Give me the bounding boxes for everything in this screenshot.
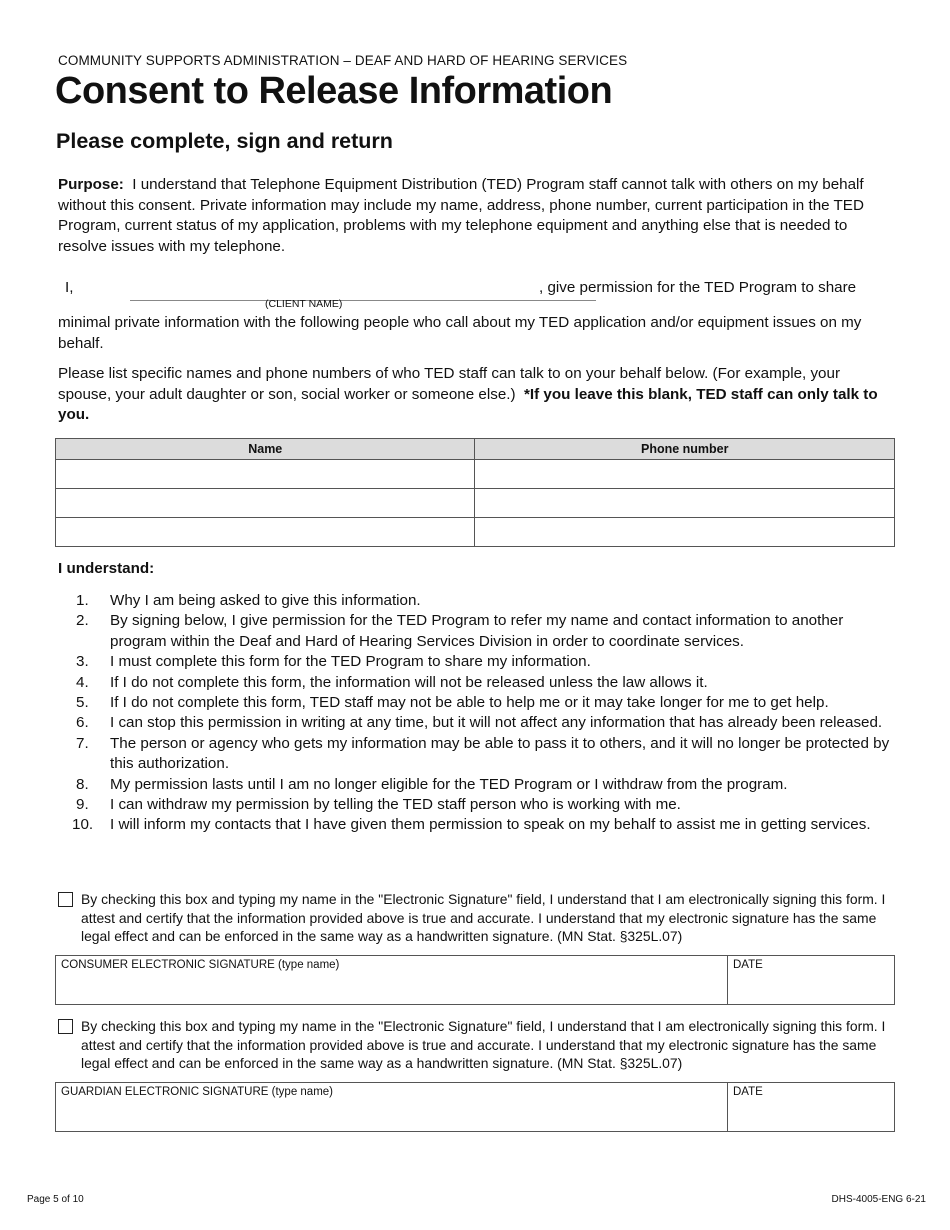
list-item-text: My permission lasts until I am no longer eligible for the TED Program or I withdraw from the program. [110,775,788,793]
phone-column-header: Phone number [475,439,895,460]
guardian-date-label: DATE [733,1086,763,1098]
list-item-text: I can withdraw my permission by telling the TED staff person who is working with me. [110,796,681,814]
instructions-warning: *If you leave this blank, TED staff can only talk to you. [58,385,878,423]
list-item [58,652,898,672]
name-column-header: Name [56,439,475,460]
list-item-number: 6. [76,714,89,732]
contact-name-input[interactable] [56,519,474,545]
consumer-date-input[interactable] [733,977,892,1001]
list-item [58,815,898,835]
list-item [58,693,898,713]
consumer-date-cell [728,956,894,1004]
table-row [56,518,895,547]
instructions-paragraph [58,364,894,426]
list-item-number: 2. [76,612,89,630]
client-name-caption: (CLIENT NAME) [265,298,343,310]
guardian-signature-label: GUARDIAN ELECTRONIC SIGNATURE (type name) [61,1086,334,1098]
guardian-consent-checkbox[interactable] [58,1019,73,1034]
contact-name-cell [56,460,475,489]
guardian-signature-box [55,1082,895,1132]
list-item [58,775,898,795]
permission-continuation: minimal private information with the following people who call about my TED application and/or equipment issues on my behalf. [58,314,862,352]
consumer-consent-checkbox[interactable] [58,892,73,907]
list-item-number: 7. [76,734,89,752]
list-item-number: 5. [76,694,89,712]
list-item-number: 10. [72,816,94,834]
consumer-signature-input[interactable] [61,977,725,1001]
contact-name-cell [56,489,475,518]
list-item-text: The person or agency who gets my information may be able to pass it to others, and it will no longer be protected by this authorization. [110,734,890,773]
contact-phone-input[interactable] [475,490,894,516]
page-title: Consent to Release Information [55,70,613,112]
purpose-text: I understand that Telephone Equipment Distribution (TED) Program staff cannot talk with others on my behalf without this consent. Private information may include my name, address, phone number, current participation in the TED Program, current status of my application, problems with my telephone equipment and anything else that is needed to resolve issues with my telephone. [58,176,864,255]
contact-phone-input[interactable] [475,461,894,487]
form-id: DHS-4005-ENG 6-21 [831,1194,926,1205]
purpose-paragraph [58,175,894,257]
instructions-text: Please list specific names and phone numbers of who TED staff can talk to on your behalf below. (For example, your spouse, your adult daughter or son, social worker or someone else.) [58,365,841,403]
list-item [58,734,898,775]
agency-name: COMMUNITY SUPPORTS ADMINISTRATION – DEAF AND HARD OF HEARING SERVICES [58,53,628,68]
list-item [58,795,898,815]
list-item [58,591,898,611]
list-item [58,713,898,733]
consumer-consent-block [58,890,894,946]
list-item-text: Why I am being asked to give this information. [110,592,421,609]
contacts-table [55,438,895,547]
client-name-prefix: I, [65,279,74,296]
guardian-date-input[interactable] [733,1104,892,1128]
guardian-signature-cell [56,1083,728,1131]
contact-phone-cell [475,460,895,489]
contact-phone-input[interactable] [475,519,894,545]
contact-name-input[interactable] [56,461,474,487]
list-item-number: 8. [76,775,89,793]
consumer-consent-text: By checking this box and typing my name in the "Electronic Signature" field, I understand that I am electronically signing this form. I attest and certify that the information provided above is true and accurate. I understand that my electronic signature has the same legal effect and can be enforced in the same way as a handwritten signature. (MN Stat. §325L.07) [81,891,886,945]
consumer-date-label: DATE [733,959,763,971]
consumer-signature-box [55,955,895,1005]
table-row [56,460,895,489]
consumer-signature-cell [56,956,728,1004]
list-item-number: 4. [76,673,89,691]
consumer-signature-label: CONSUMER ELECTRONIC SIGNATURE (type name) [61,959,340,971]
guardian-date-cell [728,1083,894,1131]
list-item-number: 3. [76,653,89,671]
contact-name-input[interactable] [56,490,474,516]
list-item [58,673,898,693]
permission-suffix: , give permission for the TED Program to share [539,279,857,296]
list-item-text: If I do not complete this form, the information will not be released unless the law allows it. [110,673,708,691]
client-name-input[interactable] [130,281,596,301]
client-name-line [58,277,894,317]
list-item-text: I can stop this permission in writing at any time, but it will not affect any information that has already been released. [110,714,883,732]
guardian-consent-block [58,1017,894,1073]
purpose-label: Purpose: [58,176,124,193]
page-number: Page 5 of 10 [27,1194,84,1205]
table-row [56,489,895,518]
guardian-signature-input[interactable] [61,1104,725,1128]
page-subtitle: Please complete, sign and return [56,129,393,153]
list-item-text: I will inform my contacts that I have given them permission to speak on my behalf to assist me in getting services. [110,816,871,834]
contact-phone-cell [475,489,895,518]
understand-list [58,591,898,836]
contact-name-cell [56,518,475,547]
list-item-text: If I do not complete this form, TED staff may not be able to help me or it may take longer for me to get help. [110,694,829,712]
contact-phone-cell [475,518,895,547]
list-item-text: I must complete this form for the TED Program to share my information. [110,653,591,671]
list-item-number: 9. [76,796,89,814]
list-item-text: By signing below, I give permission for the TED Program to refer my name and contact information to another program within the Deaf and Hard of Hearing Services Division in order to coordinate services. [110,612,844,650]
understand-heading: I understand: [58,560,155,577]
guardian-consent-text: By checking this box and typing my name in the "Electronic Signature" field, I understand that I am electronically signing this form. I attest and certify that the information provided above is true and accurate. I understand that my electronic signature has the same legal effect and can be enforced in the same way as a handwritten signature. (MN Stat. §325L.07) [81,1018,886,1072]
list-item-number: 1. [76,592,89,609]
contacts-header-row [56,439,895,460]
list-item [58,611,898,652]
